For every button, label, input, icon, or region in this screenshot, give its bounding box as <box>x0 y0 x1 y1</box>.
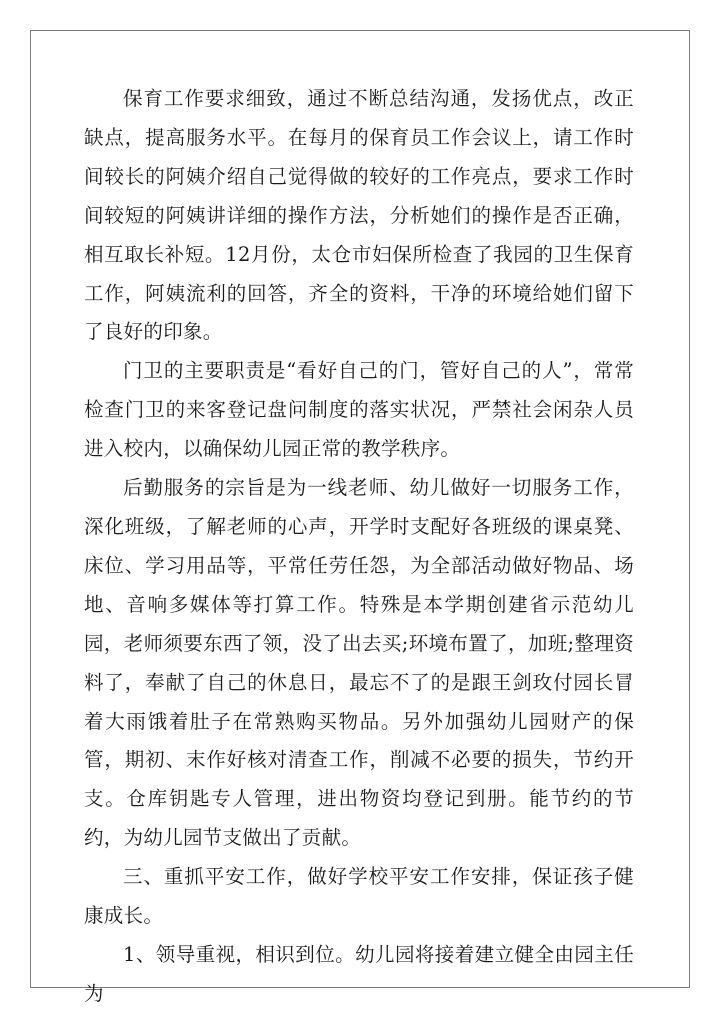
paragraph-gatekeeper-duties: 门卫的主要职责是“看好自己的门，管好自己的人”，常常检查门卫的来客登记盘问制度的落实状况，严禁社会闲杂人员进入校内，以确保幼儿园正常的教学秩序。 <box>84 359 634 461</box>
paragraph-nursing-work: 保育工作要求细致，通过不断总结沟通，发扬优点，改正缺点，提高服务水平。在每月的保育员工作会议上，请工作时间较长的阿姨介绍自己觉得做的较好的工作亮点，要求工作时间较短的阿姨讲详细的操作方法，分析她们的操作是否正确，相互取长补短。12月份，太仓市妇保所检查了我园的卫生保育工作，阿姨流利的回答，齐全的资料，干净的环境给她们留下了良好的印象。 <box>84 87 634 344</box>
paragraph-logistics-service: 后勤服务的宗旨是为一线老师、幼儿做好一切服务工作，深化班级，了解老师的心声，开学时支配好各班级的课桌凳、床位、学习用品等，平常任劳任怨，为全部活动做好物品、场地、音响多媒体等打算工作。特殊是本学期创建省示范幼儿园，老师须要东西了领，没了出去买;环境布置了，加班;整理资料了，奉献了自己的休息日，最忘不了的是跟王剑玫付园长冒着大雨饿着肚子在常熟购买物品。另外加强幼儿园财产的保管，期初、末作好核对清查工作，削减不必要的损失，节约开支。仓库钥匙专人管理，进出物资均登记到册。能节约的节约，为幼儿园节支做出了贡献。 <box>84 476 634 850</box>
section-heading-safety: 三、重抓平安工作，做好学校平安工作安排，保证孩子健康成长。 <box>84 865 634 928</box>
list-item-leadership: 1、领导重视，相识到位。幼儿园将接着建立健全由园主任为 <box>84 942 634 1005</box>
document-body <box>84 80 634 1014</box>
